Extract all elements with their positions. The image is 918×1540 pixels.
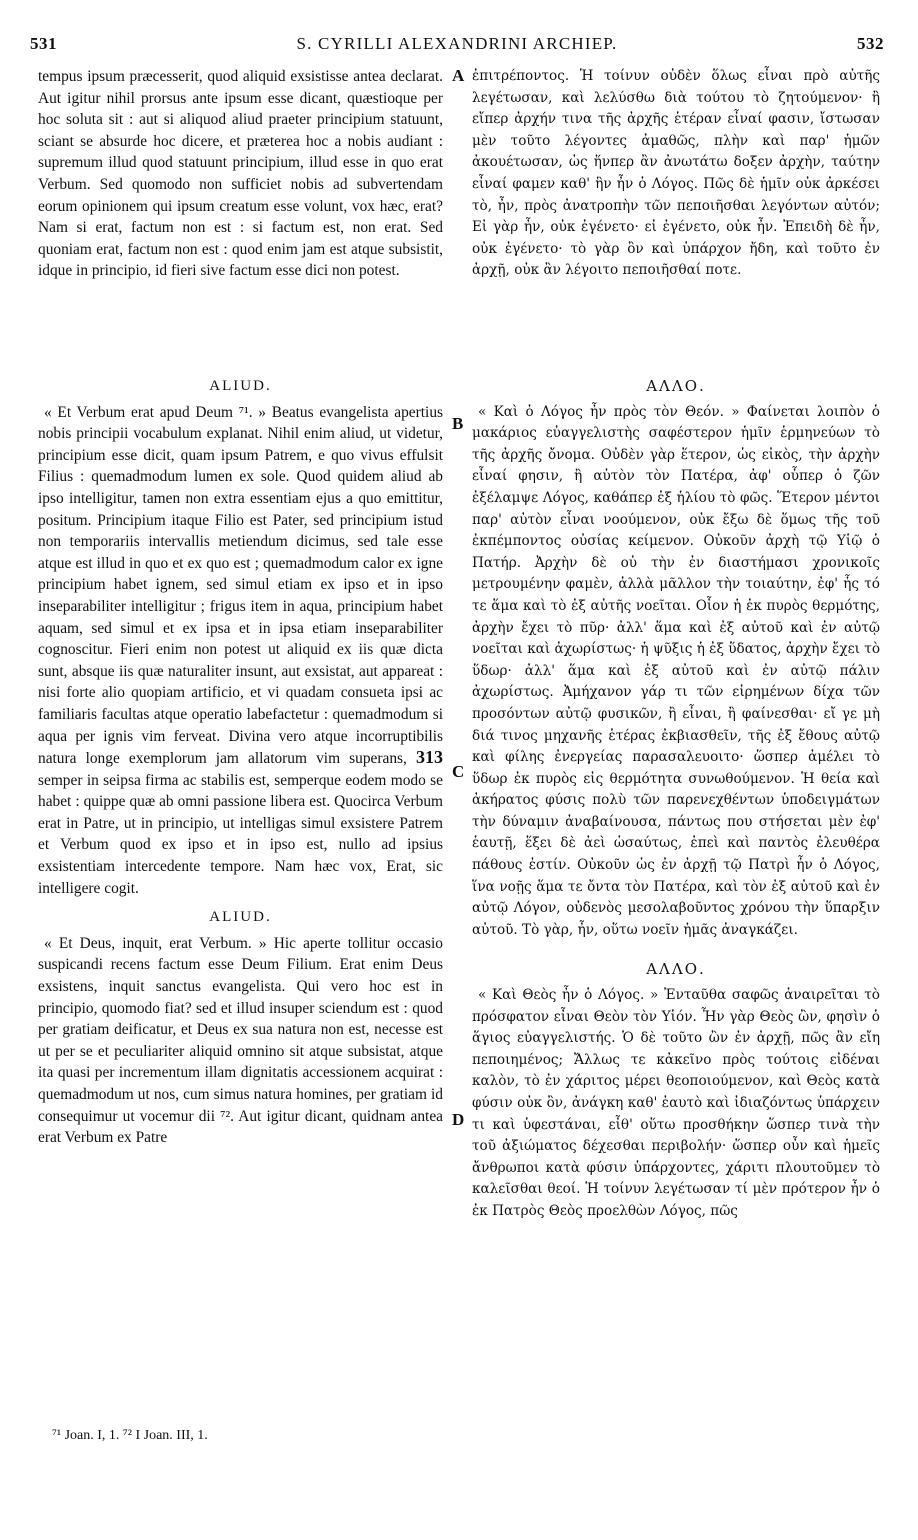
left-page-number: 531 [30,34,57,53]
latin-heading-aliud-2: ALIUD. [209,909,272,926]
margin-marker-b: B [452,414,464,433]
latin-section1-text: « Et Verbum erat apud Deum ⁷¹. » Beatus evangelista apertius nobis principii vocabulum explanat. Nihil enim aliud, ut videtur, principium esse dicit, quam ipsum Patrem, e quo vivus effulsit Filius : quemadmodum lumen ex sole. Quod quidem aliud ab ipso intelligitur, tamen non extra essentiam ejus a quo emittitur, positum. Principium itaque Filio est Pater, sed principium istud non temporariis intervallis metiendum dicimus, sed tale esse atque est illud in quo et ex quo est ; quemadmodum calor ex igne principium habet ignem, sed simul etiam ex ipso et in ipso inseparabiliter intelligitur ; frigus item in aqua, principium habet aquam, sed simul et ex ipsa et in ipsa etiam inseparabiliter cognoscitur. Fieri enim non potest ut aliquid ex iis quæ dicta sunt, absque iis quæ naturaliter insunt, aut exsistat, aut appareat : nisi forte alio quopiam artificio, et vi quadam consueta ipsi ac familiaris facultas atque operatio labefactetur : quemadmodum si aqua per ignis vim ferveat. Divina vero atque incorruptibilis natura longe exemplorum jam allatorum vim superans, [38,403,443,768]
margin-marker-d: D [452,1110,465,1129]
latin-heading-aliud-1: ALIUD. [209,378,272,394]
latin-section1b-text: semper in seipsa firma ac stabilis est, semperque eodem modo se habet : quippe quæ ab omni passione libera est. Quocirca Verbum erat in Patre, ut in principio, ut intelligas simul exsistere Patrem et Verbum quod ex ipso et in ipso est, nullo ad ipsius exsistentiam intercedente tempore. Nam hæc vox, Erat, sic intelligere cogit. [38,771,443,897]
latin-intro-paragraph: tempus ipsum præcesserit, quod aliquid exsistisse antea declarat. Aut igitur nihil prorsus ante ipsum esse dicant, quæstioque per hoc soluta sit : aut si aliquod aliud praeter principium statuunt, sciant se absurde hoc dicere, et præterea hoc a nobis audiant : supremum illud quod statuunt principium, illud esse in quo erat Verbum. Sed quomodo non sufficiet nobis ad subvertendam eorum opinionem qui ipsum creatum esse volunt, vox hæc, erat? Nam si erat, factum non est : si factum est, non erat. Sed quoniam erat, factum non est : quod enim jam est atque subsistit, idque in principio, id fieri sive factum esse dici non potest. [38,68,443,280]
latin-section1-paragraph [38,402,443,900]
margin-marker-a: A [452,66,465,85]
greek-heading-allo-1: ΑΛΛΟ. [646,377,706,395]
page-header [30,34,884,60]
greek-column [472,66,880,1223]
greek-section1-paragraph: « Καὶ ὁ Λόγος ἦν πρὸς τὸν Θεόν. » Φαίνεται λοιπὸν ὁ μακάριος εὐαγγελιστὴς σαφέστερον ἡμῖν ἑρμηνεύων τὸ τῆς ἀρχῆς ὄνομα. Οὐδὲν γὰρ ἕτερον, ὡς εἰκὸς, τὴν ἀρχὴν εἶναί φησιν, ἢ αὐτὸν τὸν Πατέρα, ἀφ' οὗπερ ὁ ζῶν ἐξέλαμψε Λόγος, καθάπερ ἐξ ἡλίου τὸ φῶς. Ἕτερον μέντοι παρ' αὐτὸν εἶναι νοούμενον, οὐκ ἔξω δὲ ὅμως τῆς τοῦ ἐκπέμποντος οὐσίας κείμενον. Οὐκοῦν ἀρχὴ τῷ Υἱῷ ὁ Πατήρ. Ἀρχὴν δὲ οὐ τὴν ἐν διαστήμασι χρονικοῖς μετρουμένην φαμὲν, ἀλλὰ μᾶλλον τὴν τοιαύτην, ἐφ' ἧς τό τε ἅμα καὶ τὸ ἐξ αὐτῆς νοεῖται. Οἷον ἡ ἐκ πυρὸς θερμότης, ἀρχὴν ἔχει τὸ πῦρ· ἀλλ' ἅμα καὶ ἐξ αὐτοῦ καὶ ἐν αὐτῷ νοεῖται καὶ ἀχωρίστως· ἡ ψῦξις ἡ ἐξ ὕδατος, ἀρχὴν ἔχει τὸ ὕδωρ· ἀλλ' ἅμα καὶ ἐξ αὐτοῦ καὶ ἐν αὐτῷ πάλιν ἀχωρίστως. Ἀμήχανον γάρ τι τῶν εἰρημένων δίχα τῶν προσόντων αὐτῷ φυσικῶν, ἢ εἶναι, ἢ φαίνεσθαι· εἴ γε μὴ διά τινος μηχανῆς ἑτέρας ἐκβιασθεῖν, τῆς ἐξ ἔθους αὐτῷ καὶ φίλης ἐνεργείας παρασαλευοιτο· ὥσπερ ἀμέλει τὸ ὕδωρ ἐκ πυρὸς εἰς θερμότητα συνωθούμενον. Ἡ θεία καὶ ἀκήρατος φύσις πολὺ τῶν παρενεχθέντων ὑποδειγμάτων τὴν δύναμιν ἀναβαίνουσα, πάντως που στήσεται μὲν ἐφ' ἑαυτῇ, ἕξει δὲ ἀεὶ ὡσαύτως, ἐπεὶ καὶ παντὸς ἐλευθέρα πάθους ἐστίν. Οὐκοῦν ὡς ἐν ἀρχῇ τῷ Πατρὶ ἦν ὁ Λόγος, ἵνα νοῇς ἅμα τε ὄντα τὸν Πατέρα, καὶ τὸν ἐξ αὐτοῦ καὶ ἐν αὐτῷ Λόγον, οὐδενὸς μεσολαβοῦντος χρόνου τὴν ὕπαρξιν αὐτοῦ. Τὸ γὰρ, ἦν, οὕτω νοεῖν ἡμᾶς ἀναγκάζει. [472,403,880,938]
greek-intro-paragraph: ἐπιτρέποντος. Ἡ τοίνυν οὐδὲν ὅλως εἶναι πρὸ αὐτῆς λεγέτωσαν, καὶ λελύσθω διὰ τούτου τὸ ζητούμενον· ἢ εἴπερ ἀρχήν τινα τῆς ἀρχῆς ἑτέραν εἶναί φασιν, ἴστωσαν μὲν τοῦτο λέγοντες ἀμαθῶς, πλὴν καὶ παρ' ἡμῶν ἀκουέτωσαν, ὡς ἥνπερ ἂν ἀνωτάτω δοξεν ἀρχὴν, ταύτην εἶναί φαμεν καθ' ἣν ἦν ὁ Λόγος. Πῶς δὲ ἡμῖν οὐκ ἀρκέσει τὸ, ἦν, πρὸς ἀνατροπὴν τῶν πεποιῆσθαι λεγόντων αὐτόν; Εἰ γὰρ ἦν, οὐκ ἐγένετο· εἰ ἐγένετο, οὐκ ἦν. Ἐπειδὴ δὲ ἦν, οὐκ ἐγένετο· τὸ γὰρ ὂν καὶ ὑπάρχον ἤδη, καὶ τοῦτο ἐν ἀρχῇ, οὐκ ἂν λέγοιτο πεποιῆσθαί ποτε. [472,68,880,279]
latin-column [38,66,443,1149]
greek-heading-allo-2: ΑΛΛΟ. [646,960,706,979]
latin-section2-paragraph: « Et Deus, inquit, erat Verbum. » Hic aperte tollitur occasio suspicandi recens factum esse Deum Filium. Erat enim Deus exsistens, inquit sanctus evangelista. Qui vero hoc est in principio, quomodo fiat? sed et illud insuper sciendum est : quod per gratiam deificatur, et Deus ex sua natura non est, necesse est ut per se et peculiariter aliquid omnino sit atque subsistat, atque ita quasi per incrementum illam dignitatis accessionem acquirat : quemadmodum ut nos, cum simus natura homines, per gratiam id consequimur ut vocemur dii ⁷². Aut igitur dicant, quidnam antea erat Verbum ex Patre [38,934,443,1147]
greek-section2-paragraph: « Καὶ Θεὸς ἦν ὁ Λόγος. » Ἐνταῦθα σαφῶς ἀναιρεῖται τὸ πρόσφατον εἶναι Θεὸν τὸν Υἱόν. Ἦν γὰρ Θεὸς ὢν, φησὶν ὁ ἅγιος εὐαγγελιστής. Ὁ δὲ τοῦτο ὢν ἐν ἀρχῇ, πῶς ἂν εἴη πεποιημένος; Ἄλλως τε κἀκεῖνο πρὸς τούτοις εἰδέναι καλὸν, τὸ ἐν χάριτος μέρει θεοποιούμενον, καὶ Θεὸς κατὰ φύσιν οὐκ ὂν, ἀνάγκη καθ' ἑαυτὸ καὶ ἰδιαζόντως ὑπάρχειν τι καὶ ὑφεστάναι, εἶθ' οὕτω προσθήκην ὥσπερ τινὰ τὴν τοῦ ἀξιώματος δέχεσθαι περιβολήν· ὥσπερ οὖν καὶ ἡμεῖς ἄνθρωποι κατὰ φύσιν ὑπάρχοντες, χάριτι πλουτοῦμεν τὸ καλεῖσθαι θεοί. Ἡ τοίνυν λεγέτωσαν τί μὲν πρότερον ἦν ὁ ἐκ Πατρὸς Θεὸς προελθὼν Λόγος, πῶς [472,987,880,1219]
footnotes: ⁷¹ Joan. I, 1. ⁷² I Joan. III, 1. [52,1428,208,1443]
margin-marker-c: C [452,762,465,781]
right-page-number: 532 [856,34,884,53]
column-number-marker: 313 [416,747,443,768]
running-title: S. CYRILLI ALEXANDRINI ARCHIEP. [296,34,618,53]
